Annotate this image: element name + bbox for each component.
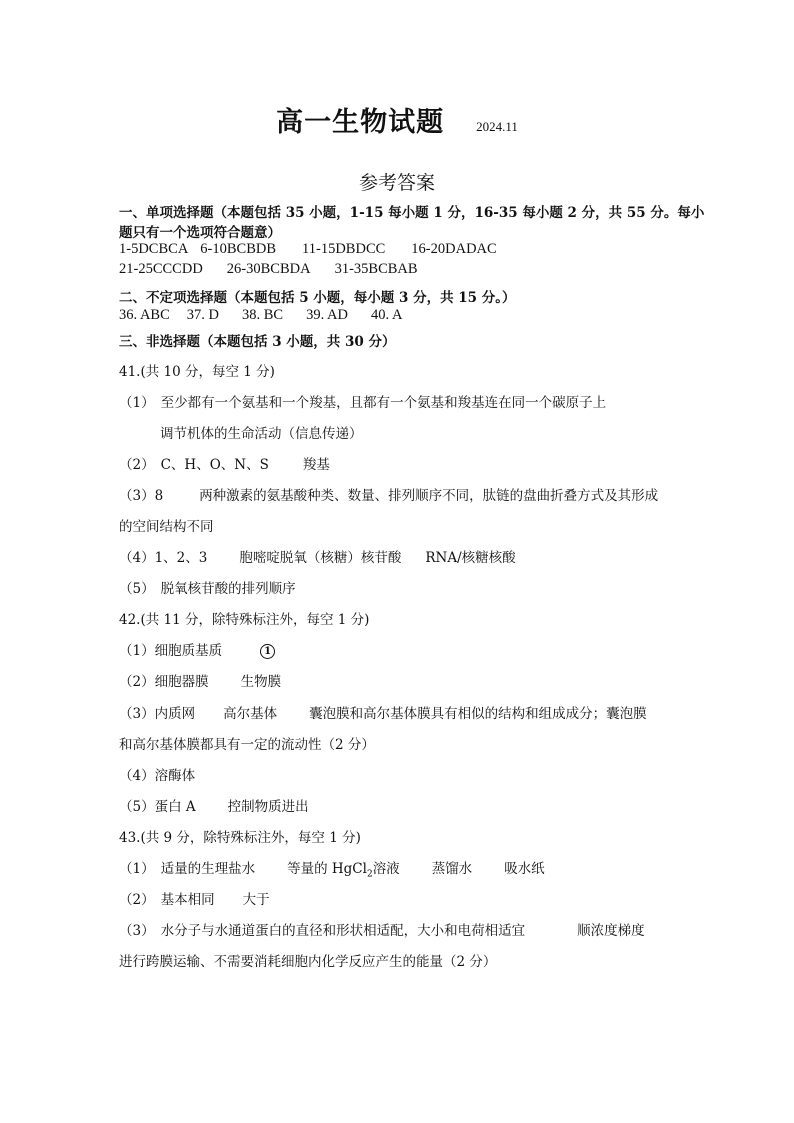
part-label: （5） bbox=[119, 581, 155, 597]
q42-part1 bbox=[119, 639, 275, 659]
answer-group: 1-5DCBCA bbox=[119, 241, 189, 257]
answer-text: 适量的生理盐水 bbox=[160, 861, 256, 877]
answer-text: 生物膜 bbox=[240, 674, 282, 690]
q43-part2 bbox=[119, 888, 270, 908]
q42-part4: （4）溶酶体 bbox=[119, 768, 196, 784]
answer-text: 吸水纸 bbox=[504, 861, 545, 877]
q41-part5 bbox=[119, 577, 296, 597]
answer-text: 大于 bbox=[242, 892, 270, 908]
answer-text: 顺浓度梯度 bbox=[577, 923, 645, 939]
part-label: （3） bbox=[119, 923, 155, 939]
q42-part3 bbox=[119, 702, 647, 722]
answer-text: 高尔基体 bbox=[223, 706, 278, 722]
q42-part2 bbox=[119, 670, 281, 690]
answer-item: 38. BC bbox=[242, 307, 284, 323]
answer-text: RNA/核糖核酸 bbox=[425, 550, 516, 566]
answer-text: 蒸馏水 bbox=[431, 861, 473, 877]
q41-part2 bbox=[119, 453, 330, 473]
section2-answers bbox=[119, 307, 402, 324]
answer-text: 水分子与水通道蛋白的直径和形状相适配，大小和电荷相适宜 bbox=[160, 923, 526, 939]
q41-part4 bbox=[119, 546, 516, 566]
part-label: （1） bbox=[119, 861, 155, 877]
page-title: 高一生物试题 bbox=[276, 107, 445, 138]
q43-part3 bbox=[119, 919, 645, 939]
answer-group: 31-35BCBAB bbox=[334, 261, 418, 277]
answer-item: 37. D bbox=[186, 307, 219, 323]
exam-date: 2024.11 bbox=[476, 119, 518, 134]
answer-item: 40. A bbox=[371, 307, 403, 323]
answer-group: 21-25CCCDD bbox=[119, 261, 203, 277]
answer-text: 基本相同 bbox=[160, 892, 215, 908]
section1-heading-line1: 一、单项选择题（本题包括 35 小题，1-15 每小题 1 分，16-35 每小题 2 分，共 55 分。每小 bbox=[119, 205, 705, 221]
answer-text: 囊泡膜和高尔基体膜具有相似的结构和组成成分；囊泡膜 bbox=[309, 706, 647, 722]
answer-text: （2）细胞器膜 bbox=[119, 674, 209, 690]
answer-item: 36. ABC bbox=[119, 307, 170, 323]
q41-part1-b: 调节机体的生命活动（信息传递） bbox=[160, 426, 363, 442]
part-label: （1） bbox=[119, 395, 155, 411]
answer-text: 溶液 bbox=[372, 861, 400, 877]
answer-group: 26-30BCBDA bbox=[226, 261, 311, 277]
section2-heading: 二、不定项选择题（本题包括 5 小题，每小题 3 分，共 15 分。） bbox=[119, 290, 516, 306]
answer-group: 11-15DBDCC bbox=[302, 241, 386, 257]
answer-group: 16-20DADAC bbox=[411, 241, 497, 257]
answer-text: 羧基 bbox=[302, 457, 330, 473]
answer-text: 至少都有一个氨基和一个羧基，且都有一个氨基和羧基连在同一个碳原子上 bbox=[160, 395, 607, 411]
part-label: （2） bbox=[119, 457, 155, 473]
section3-heading: 三、非选择题（本题包括 3 小题，共 30 分） bbox=[119, 334, 396, 350]
part-label: （2） bbox=[119, 892, 155, 908]
answer-text: 胞嘧啶脱氧（核糖）核苷酸 bbox=[239, 550, 402, 566]
q42-part5 bbox=[119, 795, 309, 815]
q43-part3-b: 进行跨膜运输、不需要消耗细胞内化学反应产生的能量（2 分） bbox=[119, 954, 497, 970]
page-subtitle: 参考答案 bbox=[358, 172, 435, 194]
answer-text: 两种激素的氨基酸种类、数量、排列顺序不同，肽链的盘曲折叠方式及其形成 bbox=[199, 488, 659, 504]
answer-text: 脱氧核苷酸的排列顺序 bbox=[160, 581, 296, 597]
q41-part3-b: 的空间结构不同 bbox=[119, 519, 214, 535]
answer-text: （5）蛋白 A bbox=[119, 799, 196, 815]
q43-header: 43.(共 9 分，除特殊标注外，每空 1 分) bbox=[119, 830, 361, 846]
answer-item: 39. AD bbox=[306, 307, 348, 323]
section1-heading-line2: 题只有一个选项符合题意） bbox=[119, 225, 281, 241]
q41-header: 41.(共 10 分，每空 1 分) bbox=[119, 364, 275, 380]
q42-header: 42.(共 11 分，除特殊标注外，每空 1 分) bbox=[119, 612, 370, 628]
title-row bbox=[0, 100, 794, 139]
subscript: 2 bbox=[366, 869, 373, 880]
circled-number-mark: 1 bbox=[260, 644, 275, 659]
section1-answers-row1 bbox=[119, 241, 497, 258]
answer-text: 控制物质进出 bbox=[227, 799, 309, 815]
part-label: （4）1、2、3 bbox=[119, 550, 208, 566]
q41-part3 bbox=[119, 484, 658, 504]
answer-text: （1）细胞质基质 bbox=[119, 643, 223, 659]
answer-text: C、H、O、N、S bbox=[160, 457, 269, 473]
part-label: （3）8 bbox=[119, 488, 164, 504]
q41-part1 bbox=[119, 391, 606, 411]
answer-text: 等量的 HgCl bbox=[287, 861, 367, 877]
q43-part1 bbox=[119, 857, 545, 880]
answer-text: （3）内质网 bbox=[119, 706, 196, 722]
section1-answers-row2 bbox=[119, 261, 418, 278]
answer-group: 6-10BCBDB bbox=[200, 241, 277, 257]
q42-part3-b: 和高尔基体膜都具有一定的流动性（2 分） bbox=[119, 737, 375, 753]
